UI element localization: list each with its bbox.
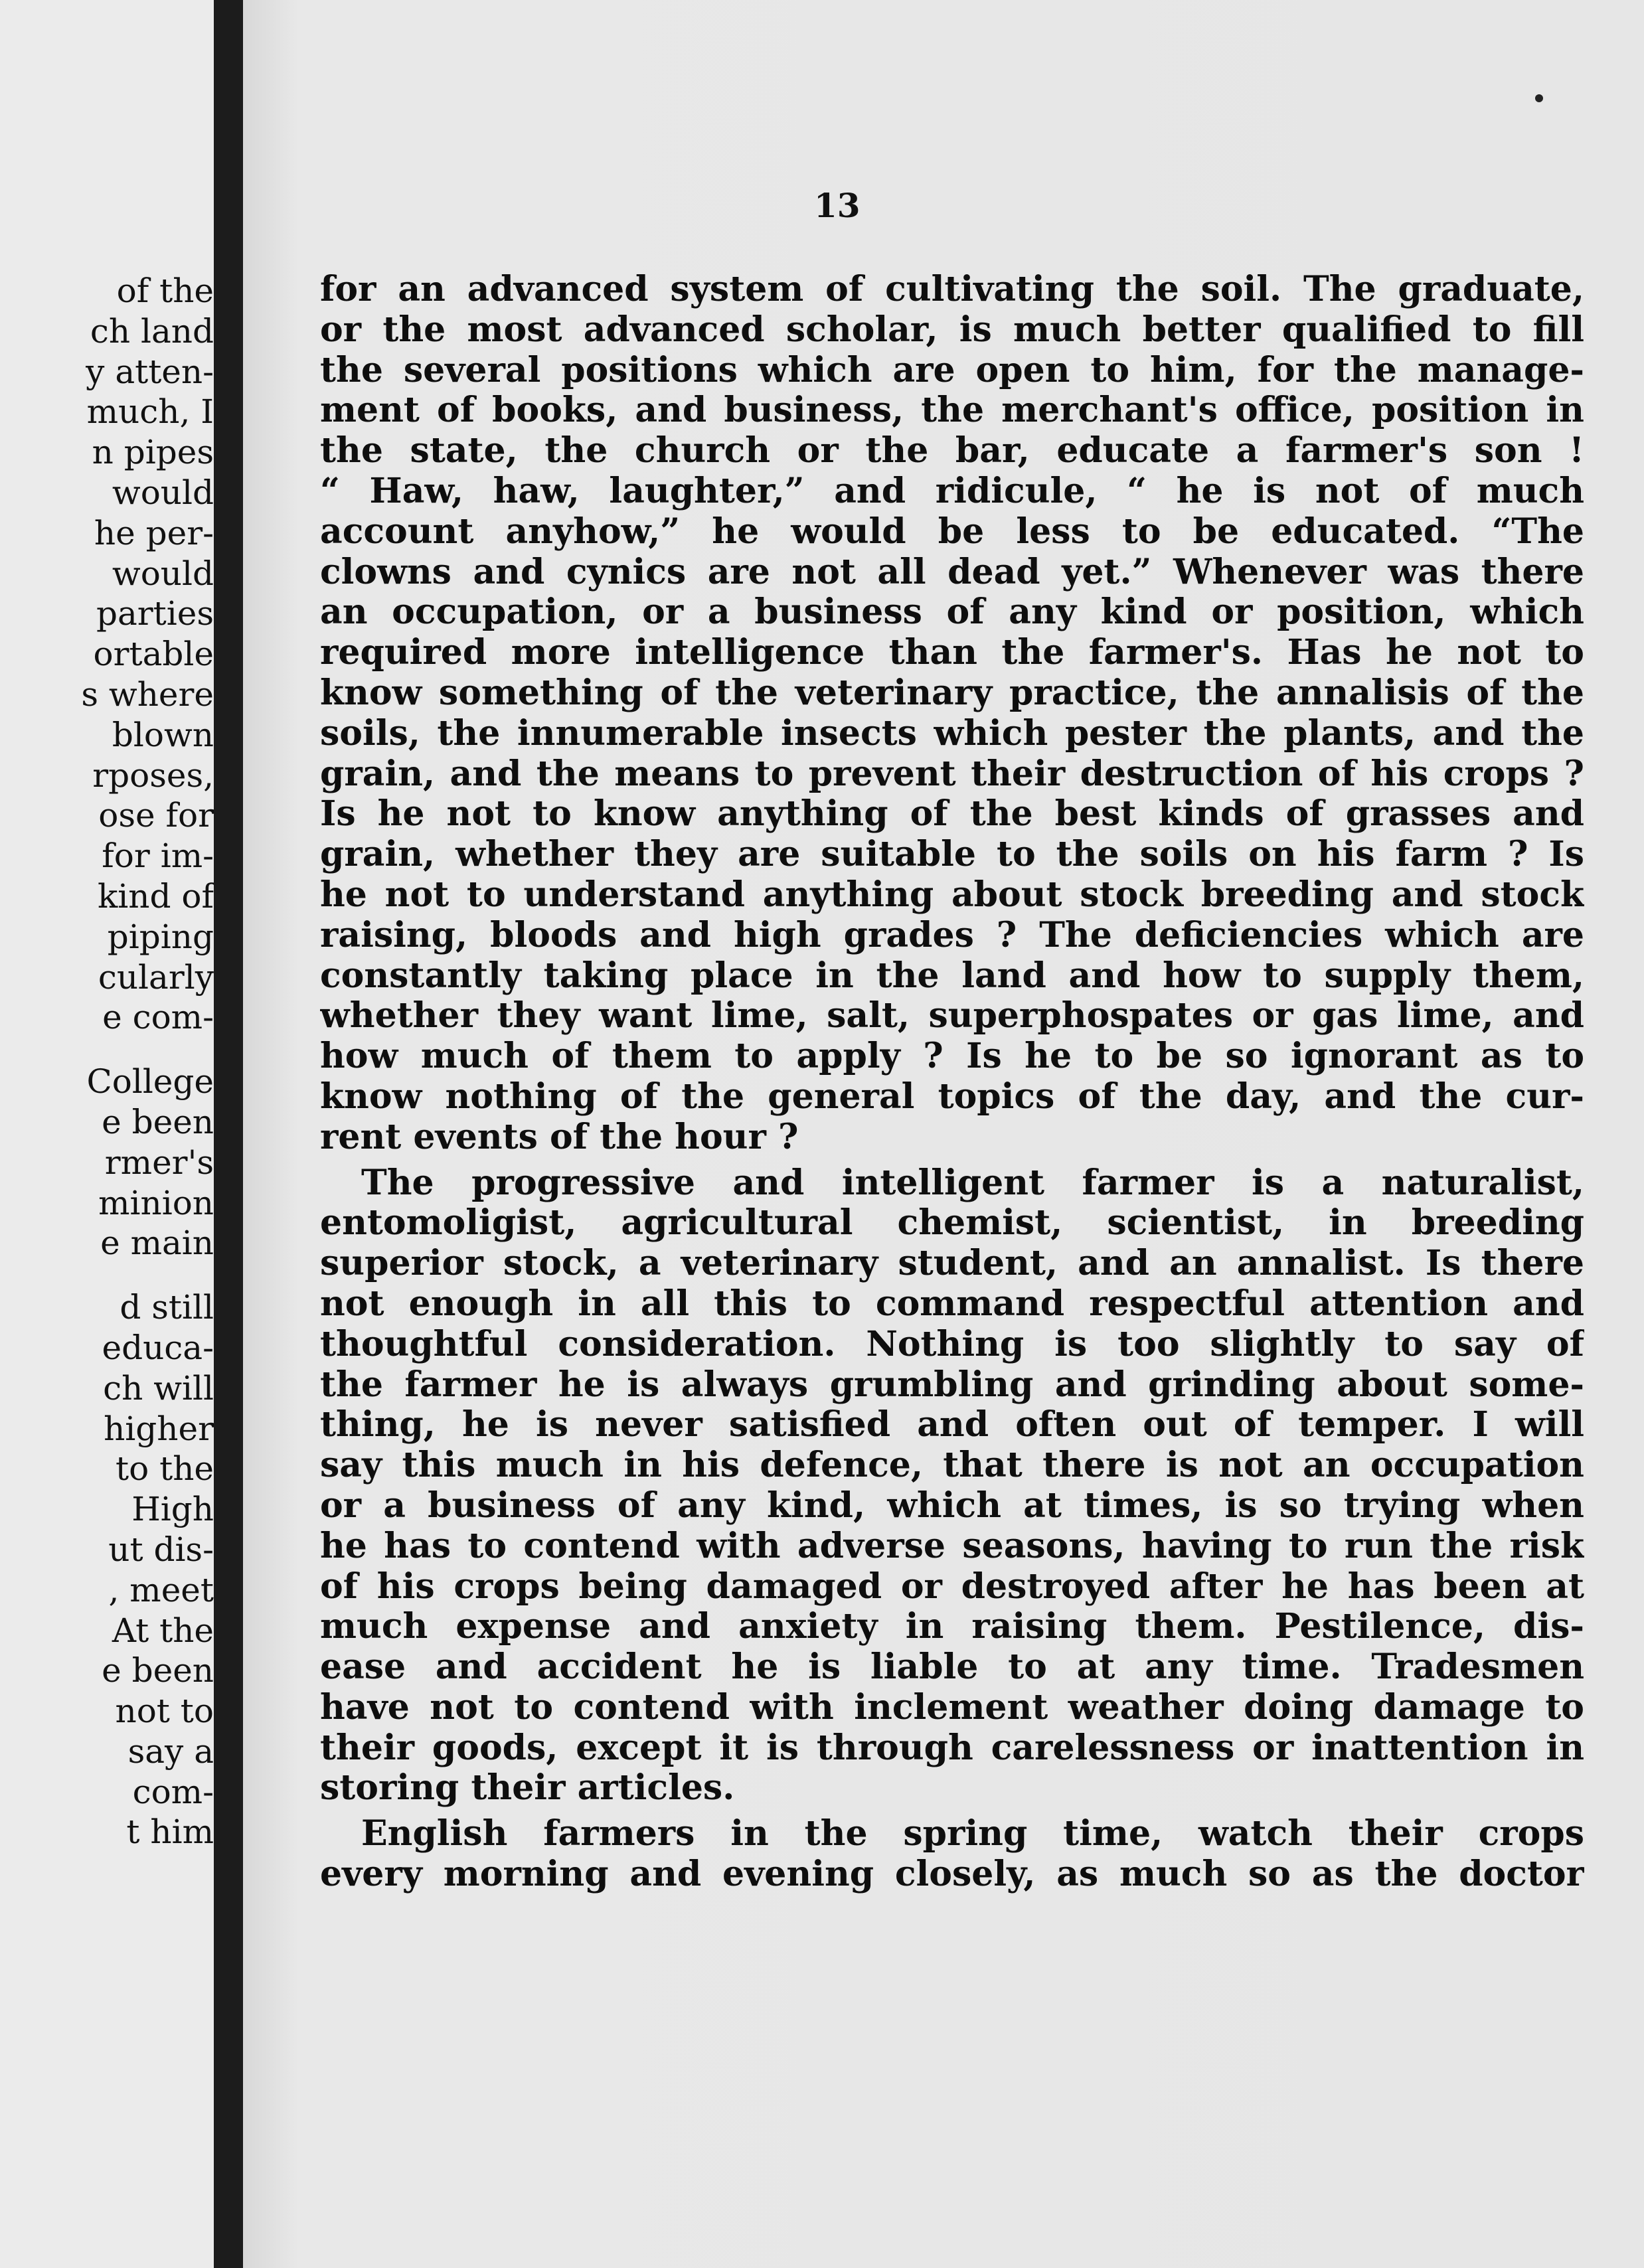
previous-page-line: ut dis- (108, 1530, 214, 1569)
previous-page-edge (0, 0, 214, 2268)
text-line: superior stock, a veterinary student, and an annalist. Is there (320, 1244, 1584, 1284)
previous-page-line: s where (81, 675, 214, 714)
text-line: the farmer he is always grumbling and grinding about some- (320, 1364, 1584, 1405)
previous-page-line: would (112, 554, 214, 593)
text-line: say this much in his defence, that there is not an occupation (320, 1445, 1584, 1486)
text-line: storing their articles. (320, 1768, 735, 1809)
previous-page-line: n pipes (92, 433, 214, 472)
text-line: Is he not to know anything of the best kinds of grasses and (320, 794, 1584, 835)
previous-page-line: for im- (102, 837, 214, 876)
text-line: thing, he is never satisfied and often out of temper. I will (320, 1405, 1584, 1445)
text-line: rent events of the hour ? (320, 1117, 799, 1157)
text-line: an occupation, or a business of any kind or position, which (320, 592, 1584, 633)
previous-page-line: kind of (98, 876, 214, 916)
text-line: The progressive and intelligent farmer is a naturalist, (361, 1163, 1584, 1203)
text-line: constantly taking place in the land and how to supply them, (320, 955, 1584, 996)
previous-page-line: educa- (102, 1328, 214, 1367)
text-line: the state, the church or the bar, educate a farmer's son ! (320, 431, 1584, 471)
previous-page-line: ch will (103, 1368, 214, 1408)
previous-page-line: e been (102, 1651, 214, 1690)
text-line: or the most advanced scholar, is much better qualified to fill (320, 309, 1584, 350)
previous-page-line: e com- (102, 998, 214, 1037)
previous-page-line: much, I (86, 392, 214, 432)
text-line: he has to contend with adverse seasons, having to run the risk (320, 1526, 1584, 1566)
text-line: he not to understand anything about stock breeding and stock (320, 874, 1584, 915)
text-line: not enough in all this to command respectful attention and (320, 1283, 1584, 1324)
previous-page-line: say a (127, 1732, 214, 1771)
previous-page-line: he per- (94, 513, 214, 552)
binding-gutter (214, 0, 243, 2268)
previous-page-line: High (131, 1490, 214, 1529)
ink-speck (1535, 94, 1543, 102)
previous-page-line: ortable (93, 635, 214, 674)
previous-page-line: parties (96, 594, 214, 633)
paragraph (320, 1814, 1584, 1895)
text-line: know nothing of the general topics of the day, and the cur- (320, 1076, 1584, 1117)
previous-page-line: d still (120, 1288, 214, 1327)
previous-page-line: com- (132, 1772, 214, 1811)
previous-page-line: ose for (98, 796, 214, 835)
text-line: have not to contend with inclement weather doing damage to (320, 1687, 1584, 1728)
previous-page-line: At the (112, 1611, 214, 1650)
previous-page-line: of the (116, 272, 214, 310)
text-line: the several positions which are open to him, for the manage- (320, 350, 1584, 390)
text-line: of his crops being damaged or destroyed after he has been at (320, 1566, 1584, 1607)
previous-page-line: rposes, (92, 756, 214, 795)
previous-page-line: higher (104, 1409, 214, 1448)
previous-page-line: e been (102, 1102, 214, 1141)
text-line: much expense and anxiety in raising them. Pestilence, dis- (320, 1607, 1584, 1647)
text-line: clowns and cynics are not all dead yet.” Whenever was there (320, 552, 1584, 592)
previous-page-line: e main (100, 1224, 214, 1263)
previous-page-line: , meet (108, 1570, 214, 1609)
previous-page-line: ch land (90, 311, 214, 351)
text-line: whether they want lime, salt, superphospates or gas lime, and (320, 996, 1584, 1036)
text-line: thoughtful consideration. Nothing is too slightly to say of (320, 1324, 1584, 1364)
paragraph (320, 270, 1584, 1158)
text-line: raising, bloods and high grades ? The deficiencies which are (320, 915, 1584, 955)
previous-page-line: minion (98, 1183, 214, 1222)
text-line: know something of the veterinary practice, the annalisis of the (320, 673, 1584, 713)
previous-page-line: t him (126, 1813, 214, 1852)
previous-page-text (0, 271, 214, 1852)
text-line: soils, the innumerable insects which pester the plants, and the (320, 713, 1584, 754)
text-line: “ Haw, haw, laughter,” and ridicule, “ he is not of much (320, 471, 1584, 511)
text-line: grain, whether they are suitable to the soils on his farm ? Is (320, 835, 1584, 875)
previous-page-line: would (112, 473, 214, 512)
previous-page-line: piping (107, 917, 214, 956)
previous-page-line: y atten- (86, 352, 214, 391)
text-line: required more intelligence than the farmer's. Has he not to (320, 633, 1584, 673)
text-line: how much of them to apply ? Is he to be so ignorant as to (320, 1036, 1584, 1077)
body-text (320, 270, 1584, 1895)
text-line: every morning and evening closely, as much so as the doctor (320, 1854, 1584, 1895)
page-number: 13 (814, 186, 861, 225)
text-line: English farmers in the spring time, watch their crops (361, 1814, 1584, 1854)
text-line: or a business of any kind, which at times, is so trying when (320, 1485, 1584, 1526)
previous-page-line (0, 1038, 214, 1062)
previous-page-line: blown (112, 715, 214, 754)
previous-page-line: not to (115, 1692, 214, 1731)
previous-page-line: cularly (98, 957, 214, 997)
text-line: account anyhow,” he would be less to be educated. “The (320, 511, 1584, 552)
text-line: their goods, except it is through carelessness or inattention in (320, 1728, 1584, 1768)
text-line: entomoligist, agricultural chemist, scientist, in breeding (320, 1203, 1584, 1244)
text-line: for an advanced system of cultivating the soil. The graduate, (320, 270, 1584, 309)
text-line: ease and accident he is liable to at any time. Tradesmen (320, 1647, 1584, 1688)
paragraph (320, 1163, 1584, 1809)
previous-page-line: to the (116, 1449, 214, 1489)
previous-page-line (0, 1263, 214, 1287)
previous-page-line: College (86, 1062, 214, 1101)
text-line: grain, and the means to prevent their destruction of his crops ? (320, 754, 1584, 794)
text-line: ment of books, and business, the merchant's office, position in (320, 390, 1584, 431)
previous-page-line: rmer's (104, 1143, 214, 1182)
page (243, 0, 1644, 2268)
